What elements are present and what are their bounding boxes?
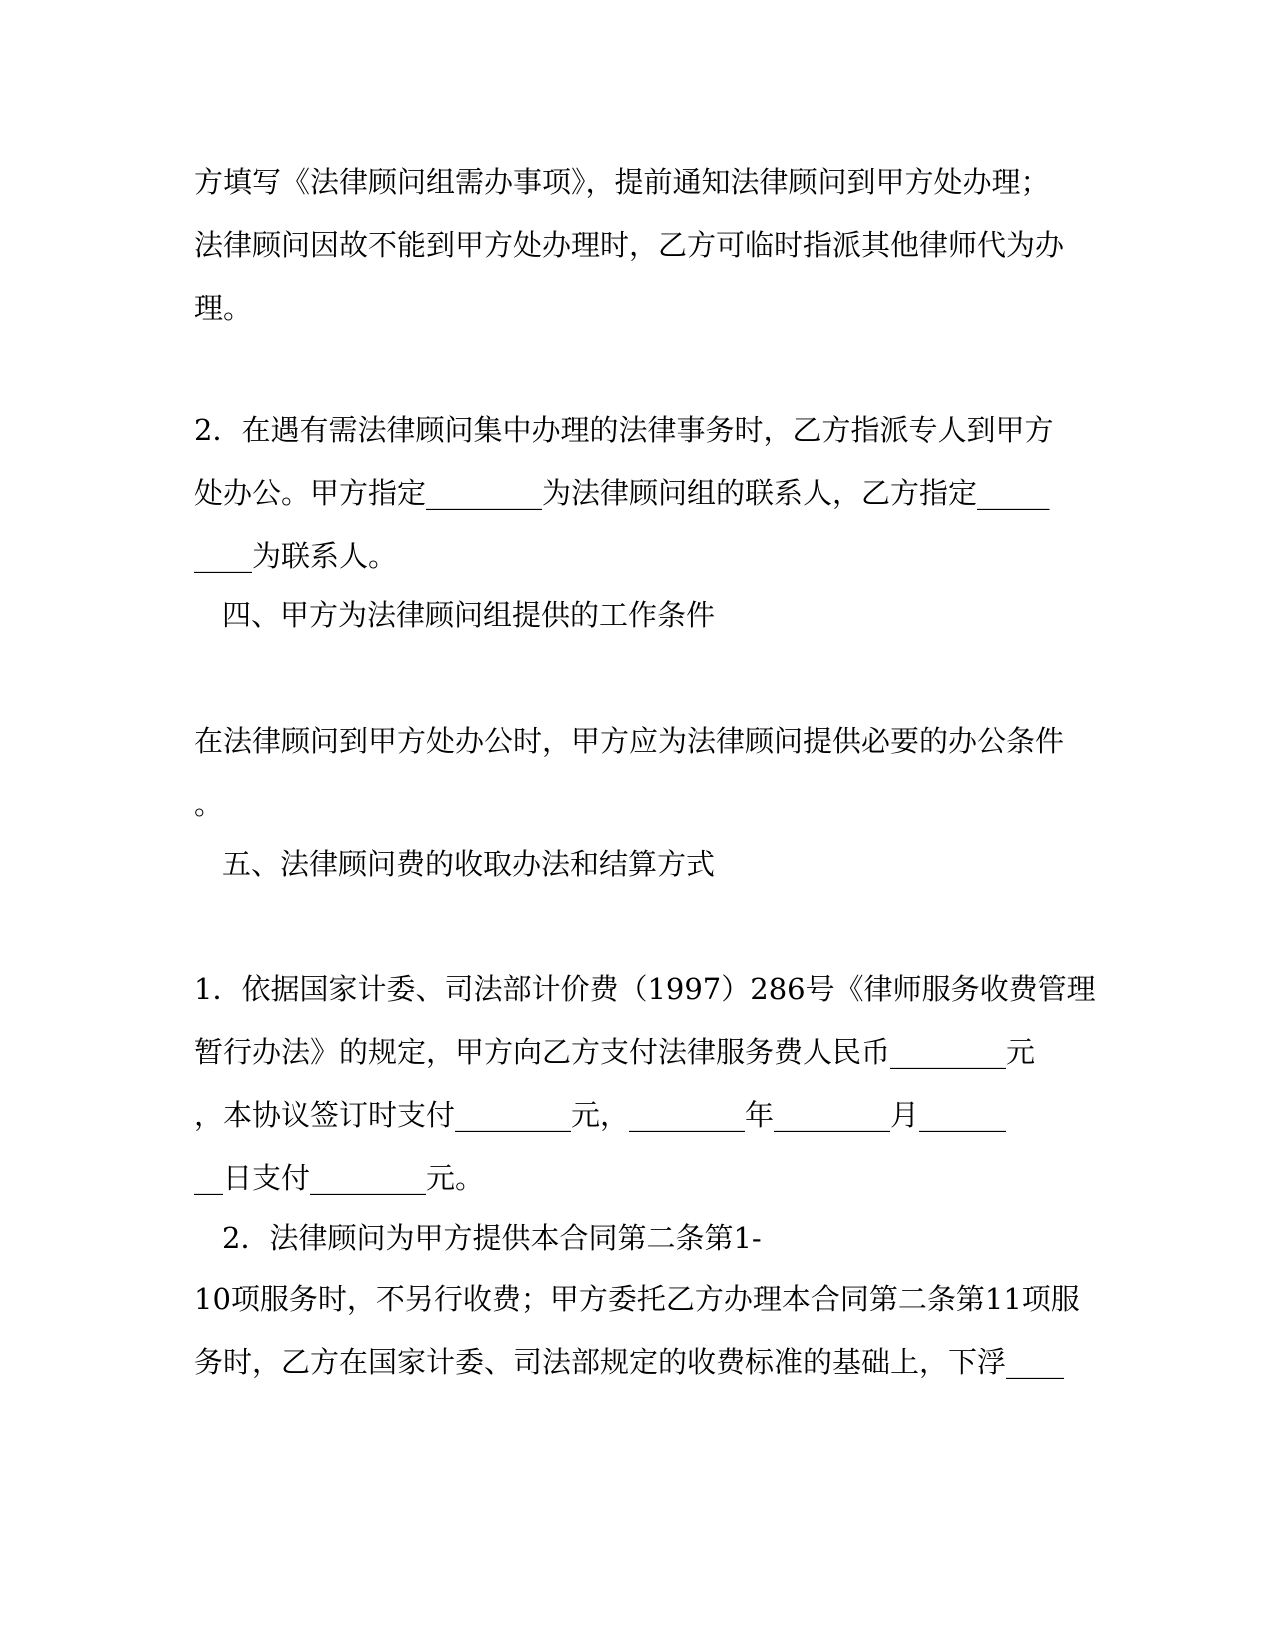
text-line-6: ____为联系人。 <box>194 539 398 573</box>
text-line-14: __日支付________元。 <box>194 1161 485 1195</box>
text-line-16: 10项服务时，不另行收费；甲方委托乙方办理本合同第二条第11项服 <box>194 1282 1080 1316</box>
text-line-11: 1．依据国家计委、司法部计价费（1997）286号《律师服务收费管理 <box>194 972 1096 1006</box>
text-line-15: 2．法律顾问为甲方提供本合同第二条第1- <box>222 1221 762 1255</box>
text-line-9: 。 <box>194 787 224 821</box>
section-heading-5: 五、法律顾问费的收取办法和结算方式 <box>222 847 716 881</box>
text-line-12: 暂行办法》的规定，甲方向乙方支付法律服务费人民币________元 <box>194 1035 1036 1069</box>
text-line-8: 在法律顾问到甲方处办公时，甲方应为法律顾问提供必要的办公条件 <box>194 724 1065 758</box>
text-line-17: 务时，乙方在国家计委、司法部规定的收费标准的基础上，下浮____ <box>194 1345 1065 1379</box>
text-line-4: 2．在遇有需法律顾问集中办理的法律事务时，乙方指派专人到甲方 <box>194 413 1054 447</box>
text-line-13: ，本协议签订时支付________元，________年________月______ <box>194 1098 1007 1132</box>
text-line-2: 法律顾问因故不能到甲方处办理时，乙方可临时指派其他律师代为办 <box>194 228 1065 262</box>
text-line-3: 理。 <box>194 291 253 325</box>
text-line-5: 处办公。甲方指定________为法律顾问组的联系人，乙方指定_____ <box>194 476 1050 510</box>
text-line-1: 方填写《法律顾问组需办事项》，提前通知法律顾问到甲方处办理； <box>194 165 1050 199</box>
section-heading-4: 四、甲方为法律顾问组提供的工作条件 <box>222 598 716 632</box>
